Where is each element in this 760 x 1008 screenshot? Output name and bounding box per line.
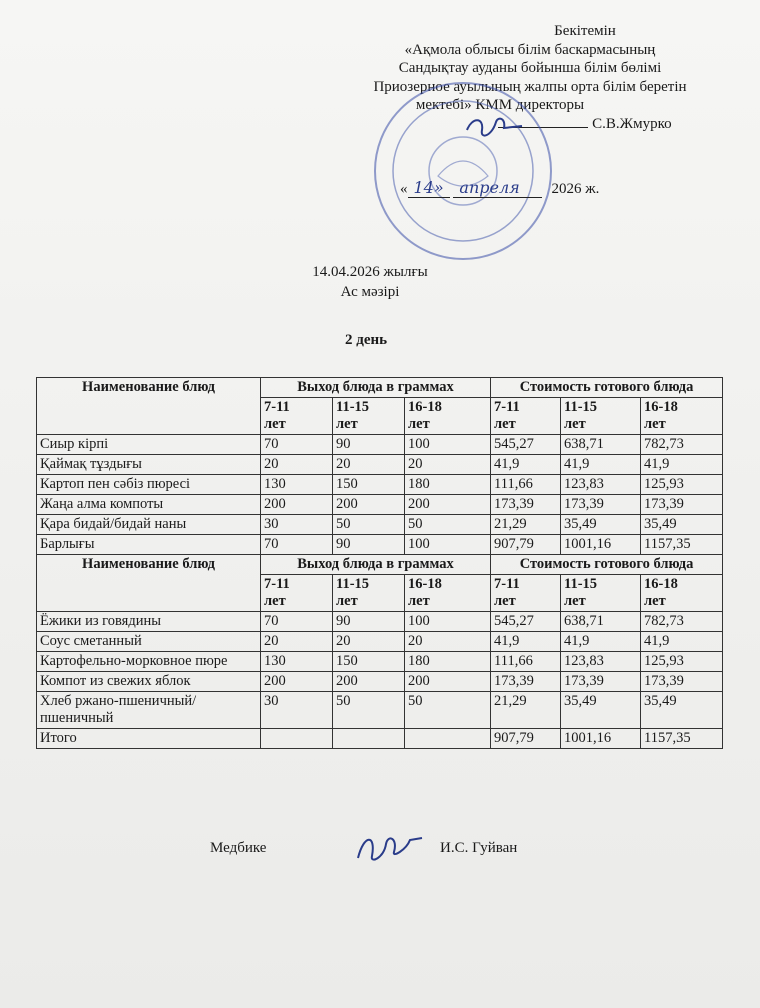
age-group: 16-18 лет [405,575,491,612]
cell-value: 200 [333,495,405,515]
approval-line: Бекітемін [554,23,616,39]
age-group: 11-15 лет [561,398,641,435]
dish-name: Картоп пен сәбіз пюресі [37,475,261,495]
footer-name: И.С. Гуйван [440,840,518,856]
cell-value: 125,93 [641,652,723,672]
cell-value: 90 [333,612,405,632]
cell-value: 35,49 [641,515,723,535]
cell-value: 20 [261,455,333,475]
approval-line: «Ақмола облысы білім баскармасының [404,41,656,58]
cell-value [405,729,491,749]
cell-value: 200 [405,495,491,515]
approval-date [400,178,599,198]
approval-line: Сандықтау ауданы бойынша білім бөлімі [398,60,662,76]
cell-value: 1157,35 [641,729,723,749]
cell-value: 545,27 [491,612,561,632]
cell-value: 35,49 [561,692,641,729]
cell-value: 907,79 [491,535,561,555]
dish-name: Ёжики из говядины [37,612,261,632]
cell-value: 200 [261,672,333,692]
cell-value: 173,39 [641,672,723,692]
cell-value: 30 [261,692,333,729]
menu-date: 14.04.2026 жылғы [312,264,428,280]
cell-value: 50 [405,515,491,535]
footer [210,840,518,857]
cell-value: 125,93 [641,475,723,495]
nurse-signature-icon [350,828,430,868]
dish-name: Барлығы [37,535,261,555]
cell-value: 100 [405,612,491,632]
age-group: 11-15 лет [561,575,641,612]
age-group: 7-11 лет [491,575,561,612]
cell-value: 50 [405,692,491,729]
date-open-quote: « [400,181,408,197]
cell-value: 35,49 [641,692,723,729]
dish-name: Сиыр кірпі [37,435,261,455]
cell-value: 35,49 [561,515,641,535]
cell-value: 20 [405,455,491,475]
dish-name: Соус сметанный [37,632,261,652]
table-row [37,612,723,632]
header-name: Наименование блюд [37,378,261,435]
cell-value: 90 [333,535,405,555]
cell-value: 100 [405,435,491,455]
menu-table [36,377,723,749]
cell-value: 70 [261,535,333,555]
dish-name: Қара бидай/бидай наны [37,515,261,535]
cell-value: 123,83 [561,652,641,672]
cell-value: 180 [405,475,491,495]
cell-value: 30 [261,515,333,535]
day-label: 2 день [345,332,388,348]
cell-value: 130 [261,475,333,495]
cell-value: 173,39 [491,495,561,515]
table-header-row [37,378,723,398]
cell-value: 782,73 [641,435,723,455]
date-day: 14» [408,178,450,198]
dish-name: Хлеб ржано-пшеничный/пшеничный [37,692,261,729]
cell-value: 130 [261,652,333,672]
cell-value: 100 [405,535,491,555]
approval-line: Приозерное ауылының жалпы орта білім беретін [373,78,687,95]
table-row [37,632,723,652]
cell-value: 20 [405,632,491,652]
cell-value: 907,79 [491,729,561,749]
cell-value: 111,66 [491,652,561,672]
age-group: 16-18 лет [641,398,723,435]
cell-value: 200 [333,672,405,692]
cell-value: 200 [405,672,491,692]
cell-value: 41,9 [491,455,561,475]
cell-value: 1157,35 [641,535,723,555]
director-name: С.В.Жмурко [592,115,672,132]
age-group: 7-11 лет [261,575,333,612]
table-header-row [37,555,723,575]
table-row [37,455,723,475]
cell-value: 41,9 [641,455,723,475]
dish-name: Картофельно-морковное пюре [37,652,261,672]
cell-value: 782,73 [641,612,723,632]
header-output: Выход блюда в граммах [261,555,491,575]
cell-value: 41,9 [561,455,641,475]
cell-value: 50 [333,515,405,535]
cell-value: 20 [333,455,405,475]
cell-value: 1001,16 [561,729,641,749]
date-year: 2026 ж. [551,181,600,197]
table-row [37,435,723,455]
cell-value: 173,39 [491,672,561,692]
table-row [37,475,723,495]
table-row [37,672,723,692]
cell-value: 21,29 [491,692,561,729]
date-month: апреля [453,178,541,198]
cell-value: 41,9 [641,632,723,652]
header-output: Выход блюда в граммах [261,378,491,398]
cell-value: 20 [333,632,405,652]
table-row [37,692,723,729]
cell-value: 20 [261,632,333,652]
cell-value: 173,39 [561,495,641,515]
dish-name: Итого [37,729,261,749]
footer-role: Медбике [210,840,267,856]
header-name: Наименование блюд [37,555,261,612]
menu-table-body [37,378,723,749]
age-group: 11-15 лет [333,575,405,612]
cell-value: 638,71 [561,612,641,632]
dish-name: Жаңа алма компоты [37,495,261,515]
cell-value: 70 [261,612,333,632]
age-group: 7-11 лет [261,398,333,435]
menu-title: Ас мәзірі [340,284,400,300]
cell-value [261,729,333,749]
dish-name: Компот из свежих яблок [37,672,261,692]
cell-value: 41,9 [561,632,641,652]
table-row [37,729,723,749]
table-row [37,515,723,535]
director-signature-icon [462,112,532,142]
cell-value: 21,29 [491,515,561,535]
table-row [37,535,723,555]
cell-value: 90 [333,435,405,455]
age-group: 16-18 лет [641,575,723,612]
cell-value: 1001,16 [561,535,641,555]
header-cost: Стоимость готового блюда [491,555,723,575]
cell-value: 150 [333,652,405,672]
cell-value: 150 [333,475,405,495]
cell-value: 545,27 [491,435,561,455]
cell-value: 173,39 [641,495,723,515]
cell-value: 111,66 [491,475,561,495]
header-cost: Стоимость готового блюда [491,378,723,398]
age-group: 7-11 лет [491,398,561,435]
menu-heading [240,262,500,302]
approval-line: мектебі» КММ директоры [415,97,585,113]
table-row [37,495,723,515]
table-row [37,652,723,672]
age-group: 11-15 лет [333,398,405,435]
cell-value: 70 [261,435,333,455]
cell-value: 180 [405,652,491,672]
dish-name: Қаймақ тұздығы [37,455,261,475]
cell-value: 173,39 [561,672,641,692]
cell-value: 123,83 [561,475,641,495]
cell-value: 50 [333,692,405,729]
cell-value [333,729,405,749]
cell-value: 200 [261,495,333,515]
round-stamp-icon [368,76,558,266]
cell-value: 638,71 [561,435,641,455]
age-group: 16-18 лет [405,398,491,435]
cell-value: 41,9 [491,632,561,652]
